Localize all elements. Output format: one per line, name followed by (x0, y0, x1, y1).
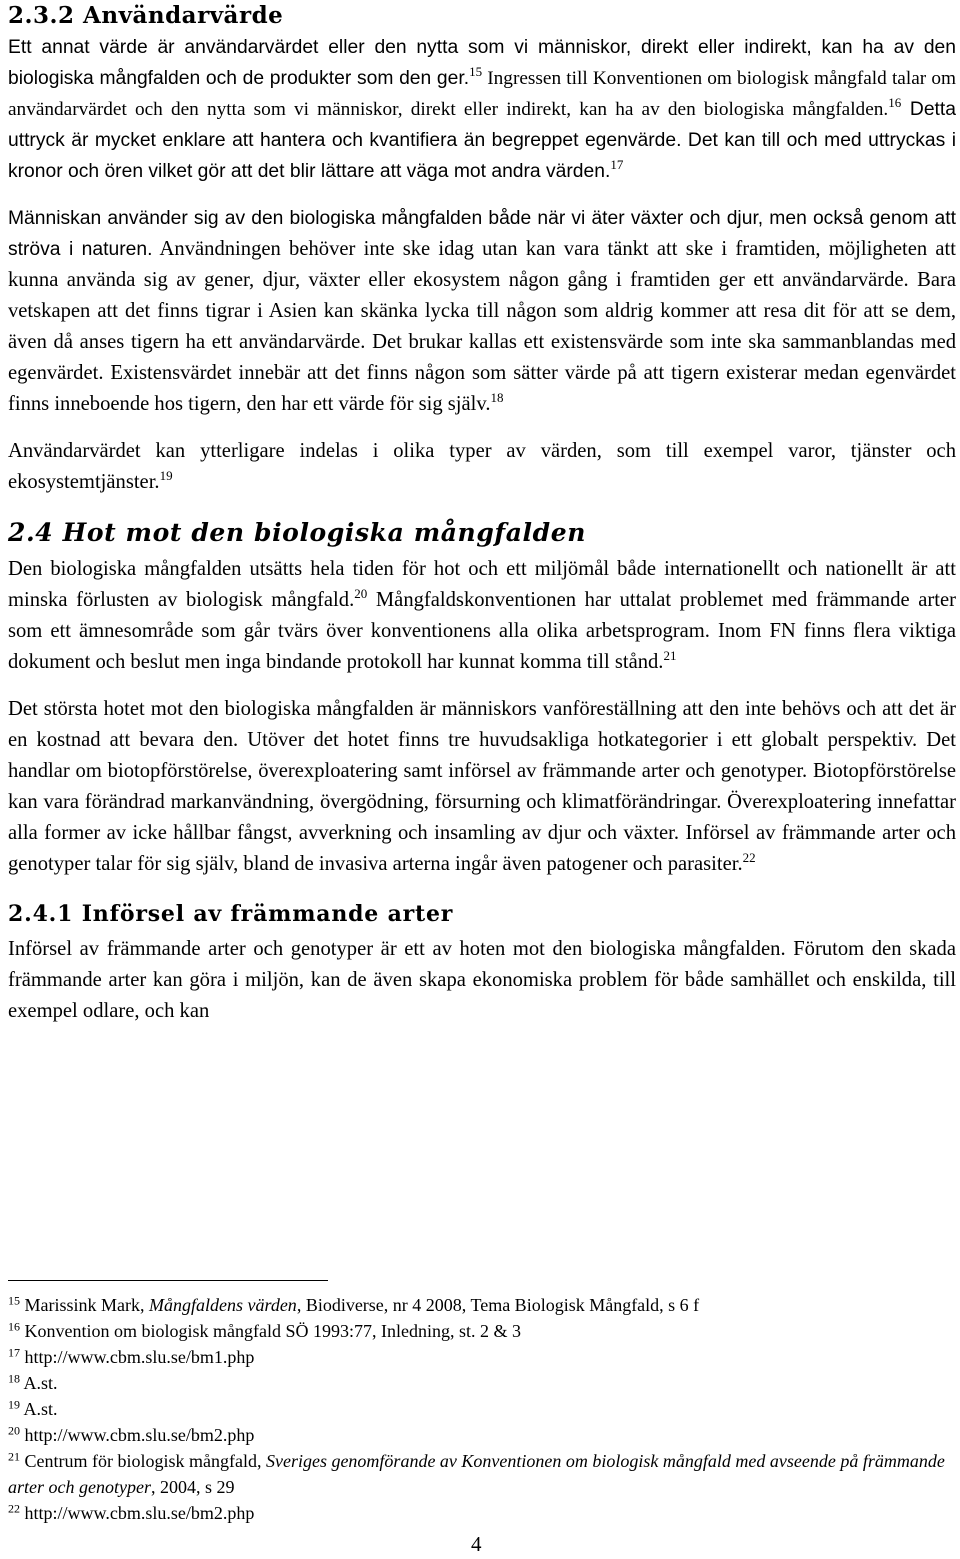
footnote-20 (8, 1422, 956, 1448)
paragraph-text: Detta uttryck är mycket enklare att hantera och kvantifiera än begreppet egenvärde. Det kan till och med uttryckas i kronor och ören vilket gör att det blir lättare att väga mot andra värden. (8, 99, 956, 182)
section-heading-2-3-2: 2.3.2 Användarvärde (8, 2, 284, 29)
footnote-separator (8, 1280, 328, 1281)
footnote-number: 21 (8, 1449, 20, 1464)
footnote-text: Centrum för biologisk mångfald, (24, 1451, 266, 1471)
paragraph-text: Det största hotet mot den biologiska mångfalden är människors vanföreställning att den inte behövs och att det är en kostnad att bevara den. Utöver det hotet finns tre huvudsakliga hotkategorier i ett globalt perspektiv. Det handlar om biotopförstörelse, överexploatering samt införsel av främmande arter och genotyper. Biotopförstörelse kan vara förändrad markanvändning, övergödning, försurning och klimatförändringar. Överexploatering innefattar alla former av icke hållbar fångst, avverkning och insamling av djur och växter. Införsel av främmande arter och genotyper talar för sig själv, bland de invasiva arterna ingår även patogener och parasiter. (8, 698, 956, 875)
footnote-link[interactable]: http://www.cbm.slu.se/bm2.php (24, 1503, 255, 1523)
footnote-18 (8, 1370, 956, 1396)
footnote-ref-18[interactable]: 18 (490, 390, 504, 406)
footnote-ref-22[interactable]: 22 (742, 850, 756, 866)
footnote-number: 17 (8, 1345, 20, 1360)
footnote-link[interactable]: http://www.cbm.slu.se/bm2.php (24, 1425, 255, 1445)
paragraph-user-value-intro (8, 32, 956, 187)
paragraph-introduction-alien-species (8, 934, 956, 1027)
footnote-ref-20[interactable]: 20 (354, 586, 368, 602)
paragraph-text: Användarvärdet kan ytterligare indelas i olika typer av värden, som till exempel varor, tjänster och ekosystemtjänster. (8, 440, 956, 493)
paragraph-text: Ingressen till Konventionen om biologisk mångfald talar om användarvärdet och den nytta som vi människor, direkt eller indirekt, kan ha av den biologiska mångfalden. (8, 68, 956, 120)
footnote-ref-16[interactable]: 16 (888, 95, 902, 111)
footnote-text: A.st. (23, 1373, 58, 1393)
footnote-17 (8, 1344, 956, 1370)
footnote-ref-21[interactable]: 21 (663, 648, 677, 664)
page-number: 4 (471, 1532, 482, 1556)
footnote-text: Konvention om biologisk mångfald SÖ 1993:77, Inledning, st. 2 & 3 (24, 1321, 521, 1341)
footnote-text: Marissink Mark, (24, 1295, 149, 1315)
paragraph-greatest-threat (8, 694, 956, 880)
section-heading-2-4: 2.4 Hot mot den biologiska mångfalden (8, 518, 587, 547)
footnote-19 (8, 1396, 956, 1422)
footnote-ref-15[interactable]: 15 (469, 64, 483, 80)
footnote-text: A.st. (23, 1399, 58, 1419)
footnote-number: 22 (8, 1501, 20, 1516)
paragraph-text: Användningen behöver inte ske idag utan kan vara tänkt att ske i framtiden, möjligheten att kunna använda sig av gener, djur, växter eller ekosystem någon gång i framtiden ger ett användarvärde. Bara vetskapen att det finns tigrar i Asien kan skänka lycka till någon som aldrig kommer att resa dit för att se dem, även då anses tigern ha ett användarvärde. Det brukar kallas ett existensvärde som inte ska sammanblandas med egenvärdet. Existensvärdet innebär att det finns någon som sätter värde på att tigern existerar medan egenvärdet finns inneboende hos tigern, den har ett värde för sig själv. (8, 238, 957, 415)
footnote-text: , Biodiverse, nr 4 2008, Tema Biologisk Mångfald, s 6 f (296, 1295, 700, 1315)
footnote-16 (8, 1318, 956, 1344)
footnote-number: 20 (8, 1423, 20, 1438)
paragraph-threats-intro (8, 554, 956, 678)
footnote-21 (8, 1448, 956, 1500)
paragraph-text: Införsel av främmande arter och genotyper är ett av hoten mot den biologiska mångfalden. Förutom den skada främmande arter kan göra i miljön, kan de även skapa ekonomiska problem för både samhället och enskilda, till exempel odlare, och kan (8, 938, 956, 1022)
footnote-22 (8, 1500, 956, 1526)
footnote-text: , 2004, s 29 (150, 1477, 235, 1497)
paragraph-human-use (8, 203, 956, 420)
footnote-ref-17[interactable]: 17 (610, 157, 624, 173)
footnote-title: Sveriges genomförande av Konventionen om biologisk mångfald med avseende på främmande arter och genotyper (8, 1451, 945, 1497)
paragraph-text: Människan använder sig av den biologiska mångfalden både när vi äter växter och djur, men också genom att ströva i naturen. (8, 208, 956, 260)
footnote-title: Mångfaldens värden (149, 1295, 297, 1315)
footnote-ref-19[interactable]: 19 (159, 468, 173, 484)
paragraph-text: Ett annat värde är användarvärdet eller den nytta som vi människor, direkt eller indirekt, kan ha av den biologiska mångfalden och de produkter som den ger. (8, 37, 956, 89)
footnote-number: 16 (8, 1319, 20, 1334)
paragraph-text: Den biologiska mångfalden utsätts hela tiden för hot och ett miljömål både internationellt och nationellt är att minska förlusten av biologisk mångfald. (8, 558, 956, 611)
paragraph-text: Mångfaldskonventionen har uttalat problemet med främmande arter som ett ämnesområde som går tvärs över konventionens alla olika arbetsprogram. Inom FN finns flera viktiga dokument och beslut men inga bindande protokoll har kunnat komma till stånd. (8, 589, 956, 673)
footnotes (8, 1292, 956, 1526)
footnote-number: 19 (8, 1397, 20, 1412)
footnote-link[interactable]: http://www.cbm.slu.se/bm1.php (24, 1347, 255, 1367)
document-page (8, 0, 956, 1027)
section-heading-2-4-1: 2.4.1 Införsel av främmande arter (8, 901, 454, 927)
paragraph-value-types (8, 436, 956, 498)
footnote-15 (8, 1292, 956, 1318)
footnote-number: 15 (8, 1293, 20, 1308)
footnote-number: 18 (8, 1371, 20, 1386)
